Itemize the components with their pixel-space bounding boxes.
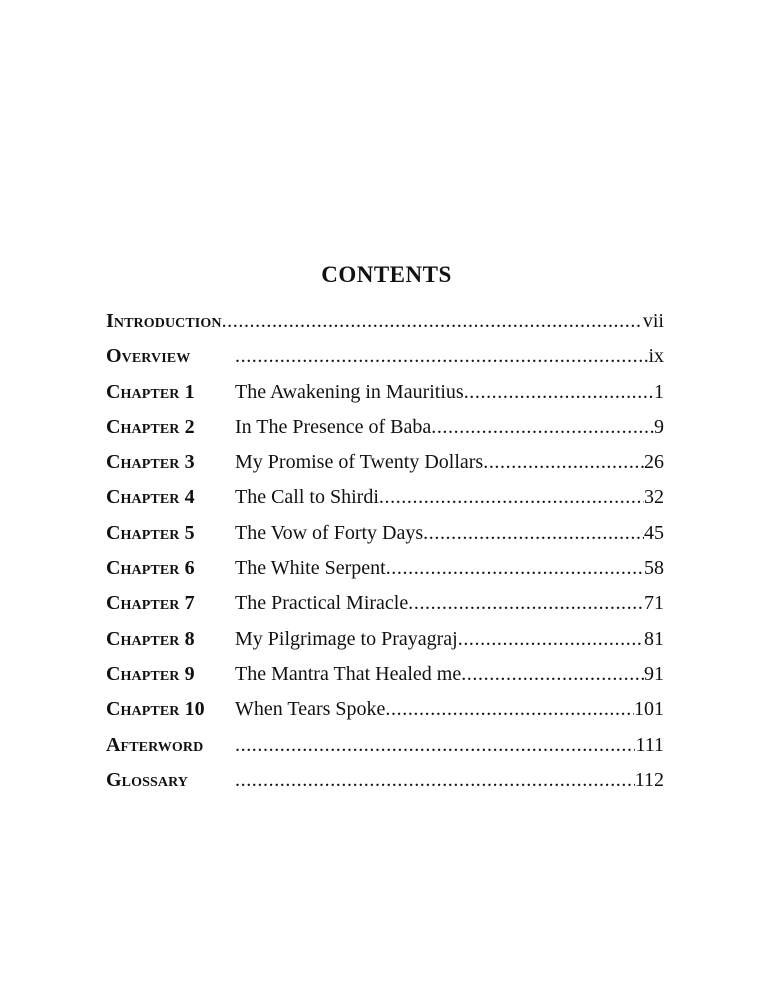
dot-leader: [483, 445, 644, 480]
toc-entry-chapter-2[interactable]: [106, 410, 664, 445]
toc-page-number: 111: [635, 733, 664, 756]
toc-label: Chapter 4: [106, 486, 195, 509]
toc-entry-chapter-9[interactable]: [106, 657, 664, 692]
toc-entry-chapter-4[interactable]: [106, 480, 664, 515]
toc-title: The White Serpent: [235, 557, 386, 580]
toc-page-number: 26: [644, 451, 664, 474]
dot-leader: [423, 516, 644, 551]
toc-label: Chapter 10: [106, 698, 205, 721]
toc-entry-chapter-10[interactable]: [106, 692, 664, 727]
toc-page-number: 45: [644, 521, 664, 544]
dot-leader: [464, 375, 654, 410]
toc-title: The Call to Shirdi: [235, 486, 379, 509]
toc-page-number: 81: [644, 627, 664, 650]
dot-leader: [385, 692, 634, 727]
dot-leader: [222, 304, 643, 339]
toc-page-number: 1: [654, 380, 664, 403]
toc-title: The Vow of Forty Days: [235, 521, 424, 544]
dot-leader: [431, 410, 654, 445]
toc-entry-overview[interactable]: [106, 339, 664, 374]
toc-label: Chapter 5: [106, 521, 195, 544]
toc-label: Chapter 3: [106, 451, 195, 474]
toc-page-number: 9: [654, 415, 664, 438]
toc-page-number: 91: [644, 662, 664, 685]
dot-leader: [458, 622, 644, 657]
dot-leader: [379, 480, 644, 515]
toc-label: Glossary: [106, 768, 188, 791]
toc-label: Chapter 7: [106, 592, 195, 615]
dot-leader: [461, 657, 644, 692]
dot-leader: [408, 586, 644, 621]
toc-entry-chapter-3[interactable]: [106, 445, 664, 480]
toc-label: Chapter 9: [106, 662, 195, 685]
toc-title: The Awakening in Mauritius: [235, 380, 464, 403]
toc-label: Chapter 8: [106, 627, 195, 650]
toc-page-number: 58: [644, 557, 664, 580]
dot-leader: [235, 728, 635, 763]
toc-title: When Tears Spoke: [235, 698, 386, 721]
page-title: CONTENTS: [321, 262, 452, 287]
toc-entry-chapter-8[interactable]: [106, 622, 664, 657]
toc-title: In The Presence of Baba: [235, 415, 432, 438]
toc-title: My Promise of Twenty Dollars: [235, 451, 484, 474]
toc-label: Overview: [106, 345, 191, 368]
toc-entry-chapter-1[interactable]: [106, 375, 664, 410]
toc-label: Afterword: [106, 733, 204, 756]
toc-page-number: 32: [644, 486, 664, 509]
toc-page-number: 71: [644, 592, 664, 615]
dot-leader: [386, 551, 644, 586]
toc-page-number: 101: [634, 698, 664, 721]
toc-entry-chapter-7[interactable]: [106, 586, 664, 621]
toc-page-number: 112: [634, 768, 664, 791]
toc-entry-afterword[interactable]: [106, 728, 664, 763]
toc-label: Chapter 2: [106, 415, 195, 438]
toc-entry-chapter-5[interactable]: [106, 516, 664, 551]
dot-leader: [235, 763, 635, 798]
toc-entry-glossary[interactable]: [106, 763, 664, 798]
toc-label: Chapter 1: [106, 380, 195, 403]
table-of-contents: [106, 304, 664, 798]
toc-page-number: vii: [642, 310, 664, 332]
dot-leader: [235, 339, 648, 374]
toc-title: The Practical Miracle: [235, 592, 409, 615]
toc-entry-chapter-6[interactable]: [106, 551, 664, 586]
toc-title: My Pilgrimage to Prayagraj: [235, 627, 458, 650]
toc-entry-introduction[interactable]: [106, 304, 664, 339]
toc-label: Introduction: [106, 310, 222, 332]
toc-page-number: ix: [648, 345, 664, 368]
toc-title: The Mantra That Healed me: [235, 662, 462, 685]
toc-label: Chapter 6: [106, 557, 195, 580]
